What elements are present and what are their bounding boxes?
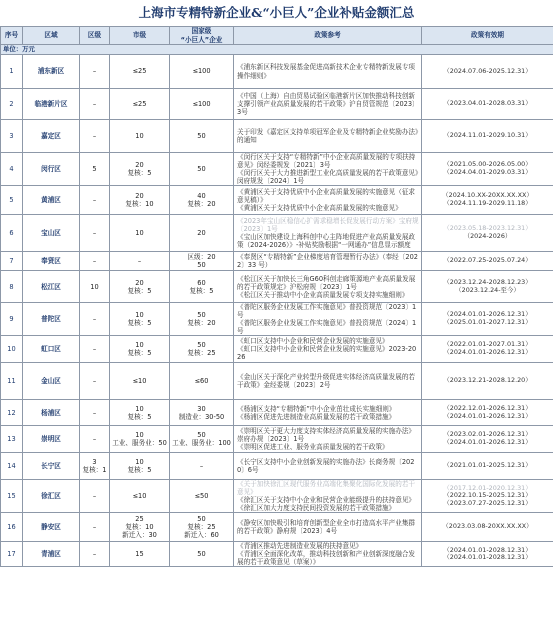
policy-reference: [234, 363, 422, 400]
city-level-amount: ≤25: [110, 89, 170, 120]
row-number: 16: [1, 513, 23, 542]
national-level-amount: 50: [170, 120, 234, 153]
period-line: （2024.11.01-2029.10.31）: [443, 131, 532, 140]
district-name: 静安区: [23, 513, 80, 542]
policy-line: 《黄浦区关于支持优质中小企业高质量发展的实施意见（征求意见稿）》: [237, 188, 416, 205]
city-level-amount: 10 复核：5: [110, 336, 170, 363]
national-level-amount: ≤100: [170, 55, 234, 89]
period-line: （2024.07.06-2025.12.31）: [443, 66, 532, 75]
policy-period: [422, 186, 553, 215]
policy-reference: [234, 542, 422, 567]
policy-reference: [234, 453, 422, 480]
period-line: （2024.01.01-2028.12.31）: [443, 545, 532, 554]
district-name: 普陀区: [23, 303, 80, 336]
national-level-amount: 50 工业、服务业：100: [170, 426, 234, 453]
header-row: [1, 27, 553, 45]
row-number: 1: [1, 55, 23, 89]
row-number: 13: [1, 426, 23, 453]
district-level-amount: –: [80, 400, 110, 426]
header-city-level: 市级: [110, 27, 170, 45]
period-line: （2022.10.15-2025.12.31）: [443, 491, 532, 500]
policy-line: 《虹口区支持中小企业和民营企业发展的实施意见》2023-2026: [237, 345, 417, 362]
row-number: 12: [1, 400, 23, 426]
policy-line: 《徐汇区关于支持中小企业和民营企业能级提升的扶持意见》: [237, 496, 416, 505]
city-level-amount: 20 复核：5: [110, 153, 170, 186]
row-number: 5: [1, 186, 23, 215]
policy-line: 《关于加快徐汇区现代服务业高端化集聚化国际化发展的若干意见》: [237, 480, 416, 497]
district-level-amount: –: [80, 480, 110, 513]
period-line: （2022.01.01-2027.01.31）: [443, 340, 532, 349]
row-number: 7: [1, 252, 23, 271]
unit-row: [1, 45, 553, 55]
table-title: 上海市专精特新企业&“小巨人”企业补贴金额汇总: [138, 5, 415, 20]
period-line: （2023.02.01-2026.12.31）: [443, 430, 532, 439]
policy-reference: [234, 120, 422, 153]
national-level-amount: 50 复核：25 新迁入：60: [170, 513, 234, 542]
policy-line: 《虹口区支持中小企业和民营企业发展的实施意见》: [237, 337, 389, 346]
table-row: [1, 186, 553, 215]
district-level-amount: –: [80, 513, 110, 542]
policy-reference: [234, 153, 422, 186]
national-level-amount: 区级：20 50: [170, 252, 234, 271]
district-level-amount: –: [80, 303, 110, 336]
policy-line: 《奉贤区“专精特新”企业梯度培育管理暂行办法》（奉经〔2022〕33 号）: [237, 253, 418, 270]
policy-period: [422, 542, 553, 567]
district-name: 宝山区: [23, 215, 80, 252]
period-line: （2024.01.01-2028.12.31）: [443, 553, 532, 562]
policy-line: 《闵行区关于大力推进新型工业化高质量发展的若干政策意见》闵府规发〔2024〕1号: [237, 169, 419, 186]
policy-reference: [234, 426, 422, 453]
header-no: 序号: [1, 27, 23, 45]
table-row: [1, 363, 553, 400]
national-level-amount: 50: [170, 153, 234, 186]
table-row: [1, 400, 553, 426]
policy-line: 《长宁区支持中小企业创新发展的实施办法》长商务规〔2020〕6号: [237, 458, 415, 475]
policy-line: 《闵行区关于支持“专精特新”中小企业高质量发展的专项扶持意见》闵经委规发〔2021〕3号: [237, 153, 416, 170]
district-level-amount: –: [80, 336, 110, 363]
period-line: （2021.05.00-2026.05.00）: [443, 160, 532, 169]
table-row: [1, 120, 553, 153]
row-number: 2: [1, 89, 23, 120]
table-row: [1, 542, 553, 567]
district-name: 杨浦区: [23, 400, 80, 426]
city-level-amount: 25 复核：10 新迁入：30: [110, 513, 170, 542]
table-row: [1, 513, 553, 542]
district-level-amount: –: [80, 186, 110, 215]
policy-reference: [234, 215, 422, 252]
period-line: （2017.12.01-2020.12.31）: [443, 483, 532, 492]
period-line: （2022.07.25-2025.07.24）: [443, 256, 532, 265]
national-level-amount: ≤50: [170, 480, 234, 513]
policy-reference: [234, 303, 422, 336]
district-level-amount: 3 复核：1: [80, 453, 110, 480]
district-level-amount: –: [80, 426, 110, 453]
policy-reference: [234, 186, 422, 215]
policy-period: [422, 363, 553, 400]
district-name: 闵行区: [23, 153, 80, 186]
national-level-amount: –: [170, 453, 234, 480]
district-level-amount: –: [80, 252, 110, 271]
city-level-amount: ≤10: [110, 480, 170, 513]
policy-period: [422, 252, 553, 271]
period-line: （2023.12.21-2028.12.20）: [443, 376, 532, 385]
city-level-amount: 10 复核：5: [110, 453, 170, 480]
period-line: （2024.01.01-2026.12.31）: [443, 411, 532, 420]
policy-line: 《金山区关于深化产业转型升级促进实体经济高质量发展的若干政策》金经委规〔2023〕2号: [237, 373, 416, 390]
policy-period: [422, 271, 553, 303]
district-name: 青浦区: [23, 542, 80, 567]
policy-reference: [234, 336, 422, 363]
national-level-amount: 60 复核：5: [170, 271, 234, 303]
district-level-amount: –: [80, 215, 110, 252]
table-row: [1, 271, 553, 303]
row-number: 11: [1, 363, 23, 400]
city-level-amount: 10 复核：5: [110, 303, 170, 336]
city-level-amount: 15: [110, 542, 170, 567]
row-number: 14: [1, 453, 23, 480]
row-number: 8: [1, 271, 23, 303]
period-line: （2023.07.27-2025.12.31）: [443, 499, 532, 508]
city-level-amount: 10: [110, 215, 170, 252]
national-level-amount: ≤60: [170, 363, 234, 400]
policy-line: 《静安区加快吸引和培育创新型企业全市打造高水平产业集群的若干政策》静府规〔2023〕4号: [237, 519, 416, 536]
policy-period: [422, 400, 553, 426]
period-line: （2023.05.18-2023.12.31）: [443, 224, 532, 233]
row-number: 6: [1, 215, 23, 252]
policy-reference: [234, 55, 422, 89]
row-number: 4: [1, 153, 23, 186]
table-row: [1, 252, 553, 271]
policy-line: 《浦东新区科技发展基金促进高新技术企业专精特新发展专项操作细则》: [237, 63, 416, 80]
period-line: （2025.01.01-2027.12.31）: [443, 318, 532, 327]
policy-line: 《黄浦区关于支持优质中小企业高质量发展的实施意见》: [237, 204, 402, 213]
policy-line: 《徐汇区加大力度支持民间投资发展的若干政策措施》: [237, 504, 396, 513]
period-line: （2023.12.24-至今）: [455, 285, 520, 294]
district-level-amount: –: [80, 89, 110, 120]
city-level-amount: 20 复核：5: [110, 271, 170, 303]
district-name: 虹口区: [23, 336, 80, 363]
period-line: （2024.10.XX-20XX.XX.XX）: [442, 191, 533, 200]
policy-period: [422, 120, 553, 153]
district-name: 金山区: [23, 363, 80, 400]
policy-line: 《青浦区推动先进制造业发展的扶持意见》: [237, 542, 363, 551]
header-policy: 政策参考: [234, 27, 422, 45]
policy-line: 《崇明区关于更大力度支持实体经济高质量发展的实施办法》崇府办规〔2023〕1号: [237, 427, 416, 444]
period-line: （2024.04.01-2029.03.31）: [443, 168, 532, 177]
district-name: 浦东新区: [23, 55, 80, 89]
policy-period: [422, 215, 553, 252]
policy-line: 《松江区关于加快长三角G60科创走廊策源地产业高质量发展的若干政策规定》沪松府规〔2023〕1号: [237, 274, 416, 291]
period-line: （2021.01.01-2025.12.31）: [443, 461, 532, 470]
district-name: 松江区: [23, 271, 80, 303]
policy-line: 《普陀区服务企业发展工作实施意见》普投资规范〔2024〕1号: [237, 319, 417, 336]
district-level-amount: –: [80, 363, 110, 400]
table-row: [1, 303, 553, 336]
header-district: 区域: [23, 27, 80, 45]
policy-line: 《普陀区服务企业发展工作实施意见》普投资规范〔2023〕1号: [237, 303, 417, 320]
period-line: （2022.12.01-2026.12.31）: [443, 403, 532, 412]
period-line: （2023.12.24-2028.12.23）: [443, 277, 532, 286]
row-number: 17: [1, 542, 23, 567]
district-name: 奉贤区: [23, 252, 80, 271]
table-row: [1, 426, 553, 453]
district-name: 临港新片区: [23, 89, 80, 120]
national-level-amount: 40 复核：20: [170, 186, 234, 215]
subsidy-table: [0, 26, 553, 567]
policy-period: [422, 89, 553, 120]
row-number: 3: [1, 120, 23, 153]
national-level-amount: 50: [170, 542, 234, 567]
header-period: 政策有效期: [422, 27, 553, 45]
policy-line: 《松江区关于推动中小企业高质量发展专项支持实施细则》: [237, 290, 409, 299]
district-level-amount: –: [80, 542, 110, 567]
table-row: [1, 89, 553, 120]
table-row: [1, 480, 553, 513]
district-level-amount: 10: [80, 271, 110, 303]
policy-period: [422, 513, 553, 542]
policy-reference: [234, 480, 422, 513]
table-row: [1, 153, 553, 186]
policy-period: [422, 55, 553, 89]
policy-line: 《杨浦区支持“专精特新”中小企业茁壮成长实施细则》: [237, 404, 396, 413]
national-level-amount: 30 制造业：30-50: [170, 400, 234, 426]
district-name: 徐汇区: [23, 480, 80, 513]
period-line: （2023.03.08-20XX.XX.XX）: [442, 522, 533, 531]
policy-period: [422, 303, 553, 336]
policy-reference: [234, 89, 422, 120]
policy-reference: [234, 400, 422, 426]
policy-period: [422, 153, 553, 186]
row-number: 15: [1, 480, 23, 513]
national-level-amount: 50 复核：25: [170, 336, 234, 363]
city-level-amount: ≤25: [110, 55, 170, 89]
district-name: 嘉定区: [23, 120, 80, 153]
policy-period: [422, 453, 553, 480]
district-name: 黄浦区: [23, 186, 80, 215]
district-name: 长宁区: [23, 453, 80, 480]
policy-reference: [234, 252, 422, 271]
period-line: （2024.01.01-2026.12.31）: [443, 348, 532, 357]
city-level-amount: –: [110, 252, 170, 271]
row-number: 10: [1, 336, 23, 363]
table-row: [1, 215, 553, 252]
header-district-level: 区级: [80, 27, 110, 45]
period-line: （2024.01.01-2026.12.31）: [443, 310, 532, 319]
city-level-amount: 20 复核：10: [110, 186, 170, 215]
district-level-amount: 5: [80, 153, 110, 186]
period-line: （2024.11.19-2029.11.18）: [443, 199, 532, 208]
table-row: [1, 55, 553, 89]
district-name: 崇明区: [23, 426, 80, 453]
policy-line: 《青浦区全面深化改革，推动科技创新和产业创新深度融合发展的若干政策意见（草案）》: [237, 550, 416, 567]
policy-period: [422, 336, 553, 363]
city-level-amount: 10 工业、服务业：50: [110, 426, 170, 453]
table-row: [1, 453, 553, 480]
city-level-amount: 10: [110, 120, 170, 153]
table-row: [1, 336, 553, 363]
district-level-amount: –: [80, 120, 110, 153]
policy-line: 《杨浦区促进先进制造业高质量发展的若干政策措施》: [237, 412, 396, 421]
policy-line: 《宝山区加快建设上海科创中心主阵地促进产业高质量发展政策（2024-2026）》-补贴奖励根据“一网通办”信息显示额度: [237, 233, 416, 250]
period-line: （2024.01.01-2026.12.31）: [443, 438, 532, 447]
policy-line: 《崇明区促进工业、服务业高质量发展的若干政策》: [237, 443, 389, 452]
row-number: 9: [1, 303, 23, 336]
district-level-amount: –: [80, 55, 110, 89]
policy-reference: [234, 513, 422, 542]
national-level-amount: 20: [170, 215, 234, 252]
policy-line: 《2023年宝山区稳信心扩需求稳增长促发展行动方案》宝府规〔2023〕1号: [237, 217, 419, 234]
period-line: （2023.04.01-2028.03.31）: [443, 99, 532, 108]
policy-line: 关于印发《嘉定区支持单项冠军企业及专精特新企业奖励办法》的通知: [237, 127, 419, 144]
national-level-amount: ≤100: [170, 89, 234, 120]
period-line: （2024-2026）: [463, 232, 512, 241]
city-level-amount: ≤10: [110, 363, 170, 400]
header-national-level: 国家级 “小巨人”企业: [170, 27, 234, 45]
unit-label: 单位：万元: [1, 45, 553, 55]
national-level-amount: 50 复核：20: [170, 303, 234, 336]
policy-period: [422, 426, 553, 453]
city-level-amount: 10 复核：5: [110, 400, 170, 426]
policy-line: 《中国（上海）自由贸易试验区临港新片区加快推动科技创新支撑引领产业高质量发展的若干政策》沪自贸管规范〔2023〕3号: [237, 91, 419, 117]
policy-reference: [234, 271, 422, 303]
policy-period: [422, 480, 553, 513]
